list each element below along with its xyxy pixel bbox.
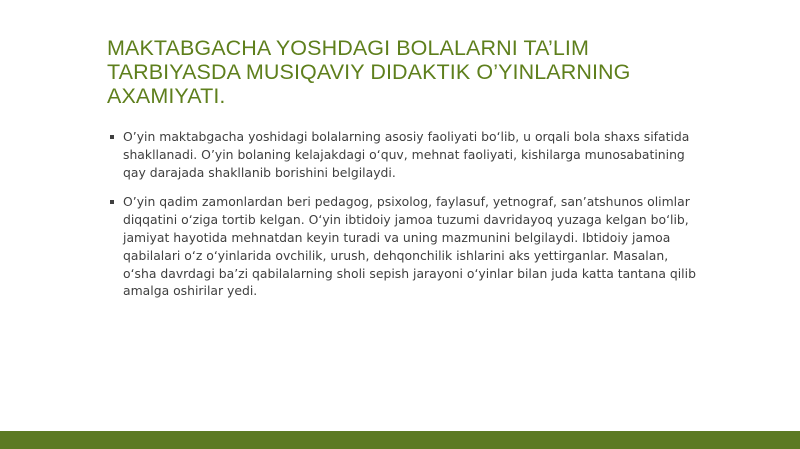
bullet-item (107, 193, 697, 300)
bullet-text: O’yin maktabgacha yoshidagi bolalarning asosiy faoliyati bo‘lib, u orqali bola shaxs sifatida shakllanadi. O’yin bolaning kelajakdagi o‘quv, mehnat faoliyati, kishilarga munosabatining qay darajada shakllanib borishini belgilaydi. (123, 129, 690, 180)
bullet-text: O’yin qadim zamonlardan beri pedagog, psixolog, faylasuf, yetnograf, san’atshunos olimlar diqqatini o‘ziga tortib kelgan. O‘yin ibtidoiy jamoa tuzumi davridayoq yuzaga kelgan bo‘lib, jamiyat hayotida mehnatdan keyin turadi va uning mazmunini belgilaydi. Ibtidoiy jamoa qabilalari o‘z o‘yinlarida ovchilik, urush, dehqonchilik ishlarini aks yettirganlar. Masalan, o‘sha davrdagi ba’zi qabilalarning sholi sepish jarayoni o‘yinlar bilan juda katta tantana qilib amalga oshirilar yedi. (123, 194, 696, 299)
bullet-item (107, 128, 697, 181)
slide-title: MAKTABGACHA YOSHDAGI BOLALARNI TA’LIM TARBIYASDA MUSIQAVIY DIDAKTIK O’YINLARNING AXAMIYATI. (107, 36, 631, 108)
slide-body (107, 128, 697, 312)
bullet-square-icon (110, 135, 114, 139)
bottom-accent-bar (0, 431, 800, 449)
bullet-square-icon (110, 200, 114, 204)
